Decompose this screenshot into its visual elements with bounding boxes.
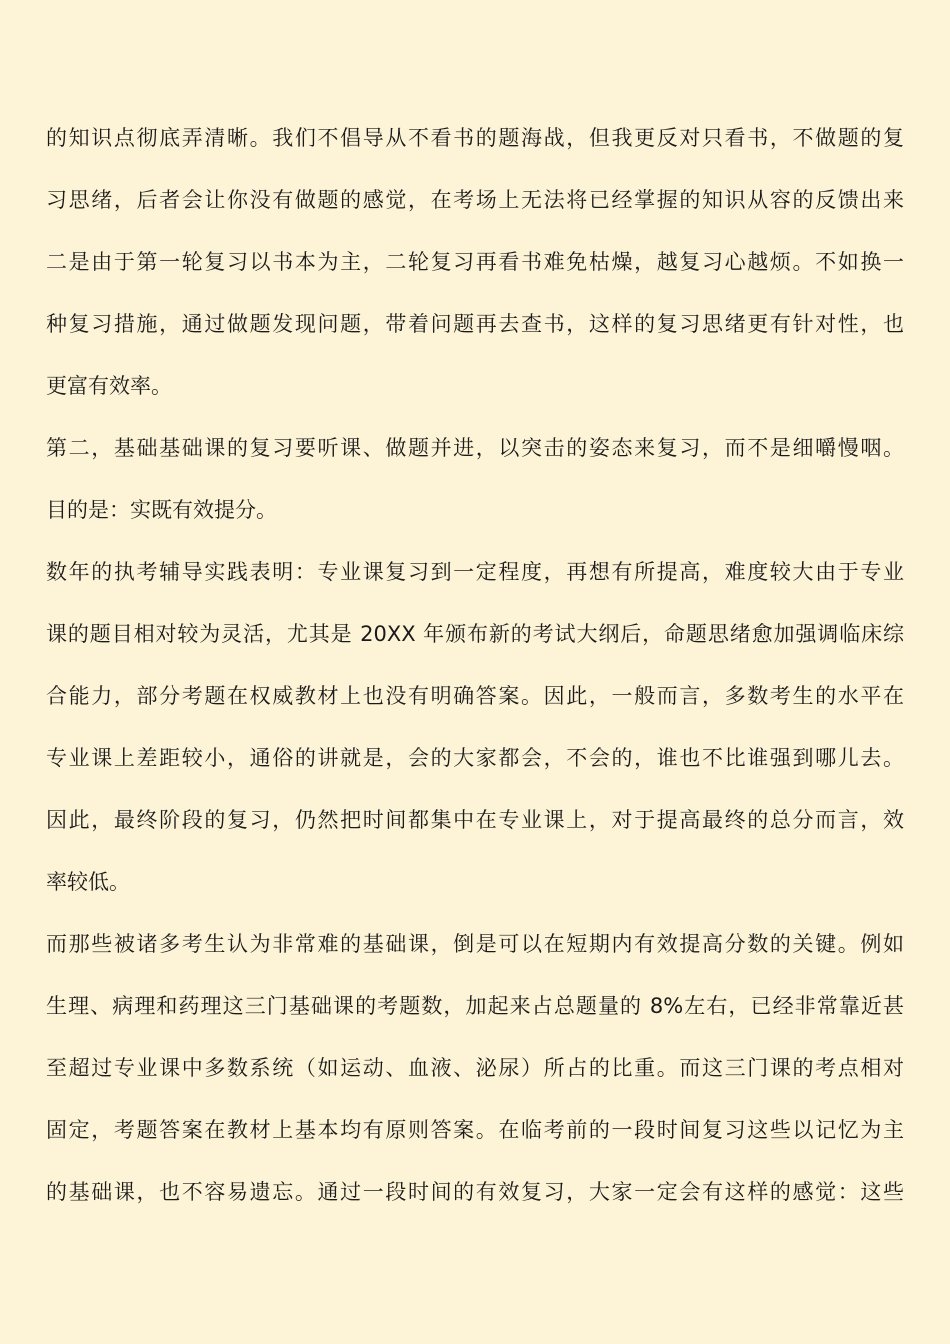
text-line-6: 第二，基础基础课的复习要听课、做题并进，以突击的姿态来复习，而不是细嚼慢咽。 (46, 436, 904, 460)
text-line-8: 数年的执考辅导实践表明：专业课复习到一定程度，再想有所提高，难度较大由于专业 (46, 560, 904, 584)
text-line-11: 专业课上差距较小，通俗的讲就是，会的大家都会，不会的，谁也不比谁强到哪儿去。 (46, 746, 904, 770)
text-line-17: 固定，考题答案在教材上基本均有原则答案。在临考前的一段时间复习这些以记忆为主 (46, 1118, 904, 1142)
text-line-13: 率较低。 (46, 870, 130, 894)
text-line-4: 种复习措施，通过做题发现问题，带着问题再去查书，这样的复习思绪更有针对性，也 (46, 312, 904, 336)
text-line-10: 合能力，部分考题在权威教材上也没有明确答案。因此，一般而言，多数考生的水平在 (46, 684, 904, 708)
text-line-14: 而那些被诸多考生认为非常难的基础课，倒是可以在短期内有效提高分数的关键。例如 (46, 932, 904, 956)
text-line-18: 的基础课，也不容易遗忘。通过一段时间的有效复习，大家一定会有这样的感觉：这些 (46, 1180, 904, 1204)
text-line-3: 二是由于第一轮复习以书本为主，二轮复习再看书难免枯燥，越复习心越烦。不如换一 (46, 250, 904, 274)
text-line-2: 习思绪，后者会让你没有做题的感觉，在考场上无法将已经掌握的知识从容的反馈出来 (46, 188, 904, 212)
text-line-7: 目的是：实既有效提分。 (46, 498, 277, 522)
text-line-12: 因此，最终阶段的复习，仍然把时间都集中在专业课上，对于提高最终的总分而言，效 (46, 808, 904, 832)
text-line-9: 课的题目相对较为灵活，尤其是 20XX 年颁布新的考试大纲后，命题思绪愈加强调临床综 (46, 622, 904, 646)
text-line-15: 生理、病理和药理这三门基础课的考题数，加起来占总题量的 8%左右，已经非常靠近甚 (46, 994, 904, 1018)
text-line-1: 的知识点彻底弄清晰。我们不倡导从不看书的题海战，但我更反对只看书，不做题的复 (46, 126, 904, 150)
text-line-5: 更富有效率。 (46, 374, 172, 398)
text-line-16: 至超过专业课中多数系统（如运动、血液、泌尿）所占的比重。而这三门课的考点相对 (46, 1056, 904, 1080)
